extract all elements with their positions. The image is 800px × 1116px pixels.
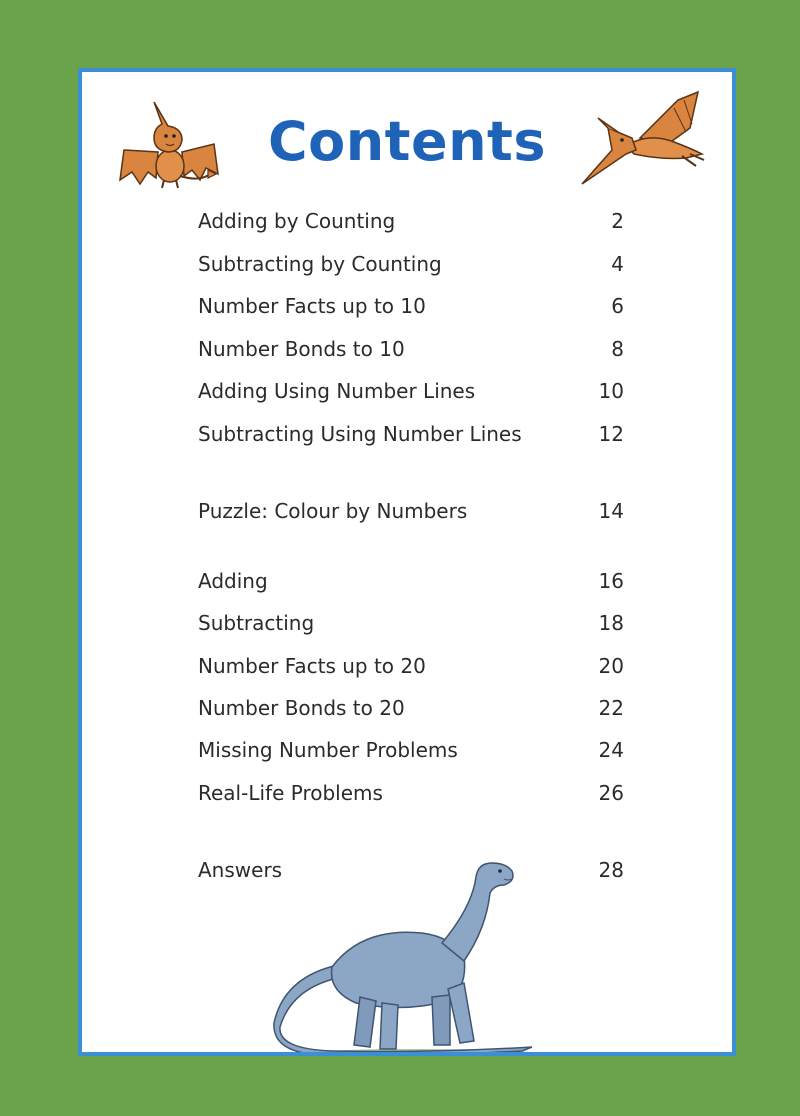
toc-entry-page: 6 — [611, 294, 624, 318]
toc-entry — [198, 566, 624, 596]
toc-entry-label: Subtracting by Counting — [198, 252, 442, 276]
toc-entry-label: Real-Life Problems — [198, 781, 383, 805]
toc-entry — [198, 419, 624, 449]
contents-page — [78, 68, 736, 1056]
toc-entry-label: Subtracting — [198, 611, 315, 635]
toc-entry — [198, 778, 624, 808]
toc-entry-page: 24 — [598, 738, 624, 762]
toc-entry — [198, 334, 624, 364]
toc-entry-label: Number Bonds to 20 — [198, 696, 405, 720]
toc-entry-label: Missing Number Problems — [198, 738, 458, 762]
toc-entry — [198, 651, 624, 681]
toc-entry — [198, 735, 624, 765]
toc-entry-label: Adding Using Number Lines — [198, 379, 476, 403]
toc-entry-page: 28 — [598, 858, 624, 882]
toc-entry — [198, 693, 624, 723]
toc-entry-page: 12 — [598, 422, 624, 446]
toc-entry-page: 18 — [598, 611, 624, 635]
toc-entry-page: 10 — [598, 379, 624, 403]
toc-entry-label: Puzzle: Colour by Numbers — [198, 499, 468, 523]
toc-entry-label: Number Facts up to 10 — [198, 294, 426, 318]
brontosaurus-icon — [272, 857, 552, 1056]
toc-entry — [198, 496, 624, 526]
toc-entry-label: Adding — [198, 569, 268, 593]
toc-entry-page: 8 — [611, 337, 624, 361]
toc-entry-label: Answers — [198, 858, 283, 882]
toc-entry-page: 22 — [598, 696, 624, 720]
toc-entry — [198, 376, 624, 406]
toc-entry-page: 26 — [598, 781, 624, 805]
toc-entry — [198, 291, 624, 321]
toc-entry-page: 16 — [598, 569, 624, 593]
toc-entry-page: 20 — [598, 654, 624, 678]
toc-entry-label: Subtracting Using Number Lines — [198, 422, 522, 446]
toc-entry-page: 14 — [598, 499, 624, 523]
toc-entry — [198, 249, 624, 279]
toc-entry-page: 2 — [611, 209, 624, 233]
toc-entry-page: 4 — [611, 252, 624, 276]
toc-entry — [198, 608, 624, 638]
toc-entry-label: Number Facts up to 20 — [198, 654, 426, 678]
toc-entry — [198, 206, 624, 236]
page-title: Contents — [267, 110, 546, 173]
toc-entry-label: Adding by Counting — [198, 209, 396, 233]
toc-entry-label: Number Bonds to 10 — [198, 337, 405, 361]
